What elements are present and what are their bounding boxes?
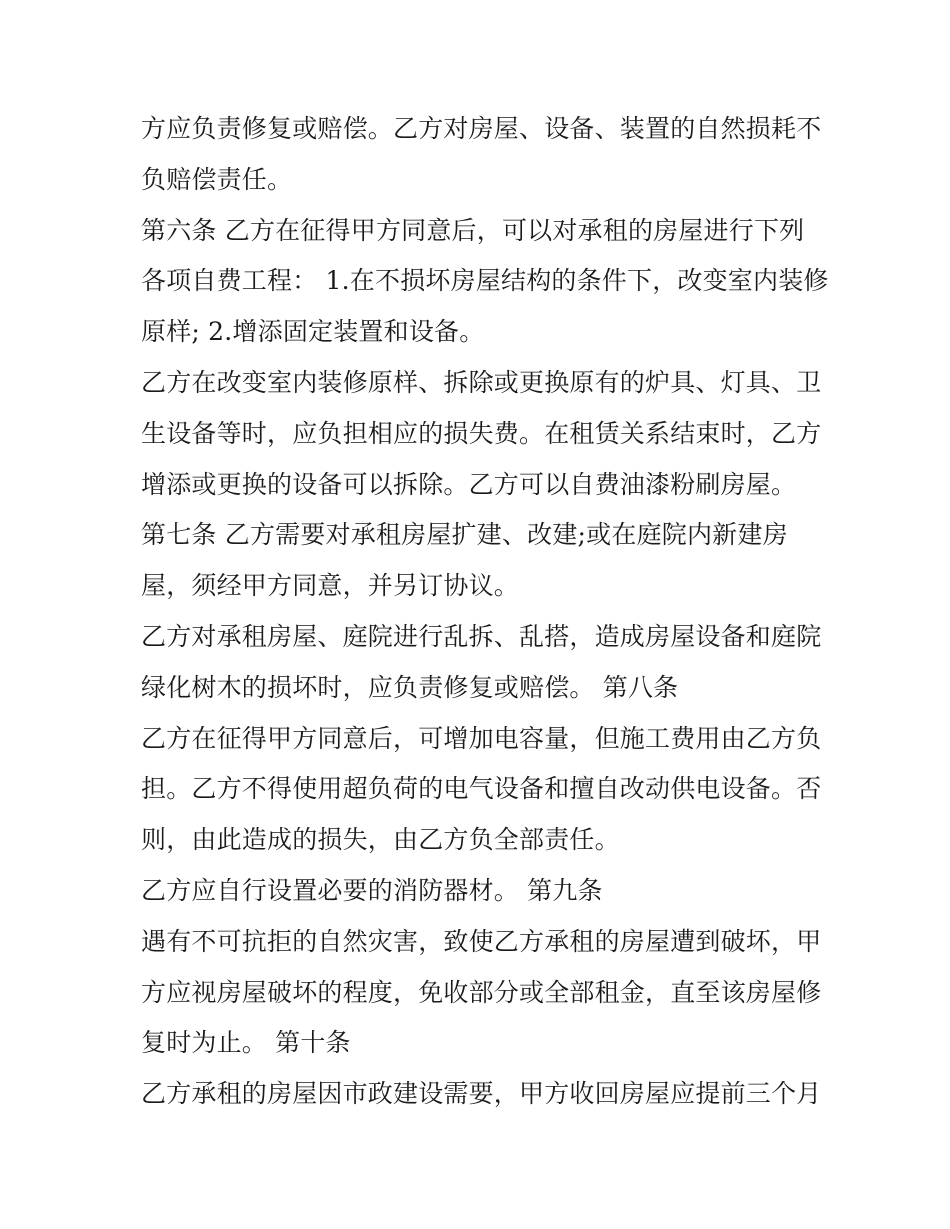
text-line: 复时为止。 第十条 — [141, 1028, 351, 1058]
text-line: 原样; 2.增添固定装置和设备。 — [141, 317, 485, 347]
text-line: 乙方承租的房屋因市政建设需要，甲方收回房屋应提前三个月 — [141, 1079, 822, 1109]
text-line: 第六条 乙方在征得甲方同意后，可以对承租的房屋进行下列 — [141, 215, 805, 245]
text-line: 方应负责修复或赔偿。乙方对房屋、设备、装置的自然损耗不 — [141, 114, 822, 143]
text-line: 方应视房屋破坏的程度，免收部分或全部租金，直至该房屋修 — [141, 977, 822, 1007]
text-line: 则，由此造成的损失，由乙方负全部责任。 — [141, 825, 620, 855]
text-line: 乙方应自行设置必要的消防器材。 第九条 — [141, 875, 603, 905]
text-line: 遇有不可抗拒的自然灾害，致使乙方承租的房屋遭到破坏，甲 — [141, 926, 822, 956]
text-line: 第七条 乙方需要对承租房屋扩建、改建;或在庭院内新建房 — [141, 520, 788, 550]
text-line: 各项自费工程： 1.在不损坏房屋结构的条件下，改变室内装修 — [141, 266, 829, 296]
text-line: 生设备等时，应负担相应的损失费。在租赁关系结束时，乙方 — [141, 418, 822, 448]
contract-text-body — [141, 104, 829, 1120]
text-line: 绿化树木的损坏时，应负责修复或赔偿。 第八条 — [141, 672, 679, 702]
text-line: 乙方在改变室内装修原样、拆除或更换原有的炉具、灯具、卫 — [141, 367, 822, 397]
text-line: 屋，须经甲方同意，并另订协议。 — [141, 571, 520, 601]
text-line: 负赔偿责任。 — [141, 164, 293, 194]
text-line: 担。乙方不得使用超负荷的电气设备和擅自改动供电设备。否 — [141, 774, 822, 804]
text-line: 增添或更换的设备可以拆除。乙方可以自费油漆粉刷房屋。 — [141, 469, 797, 499]
text-line: 乙方在征得甲方同意后，可增加电容量，但施工费用由乙方负 — [141, 723, 822, 753]
text-line: 乙方对承租房屋、庭院进行乱拆、乱搭，造成房屋设备和庭院 — [141, 621, 822, 651]
